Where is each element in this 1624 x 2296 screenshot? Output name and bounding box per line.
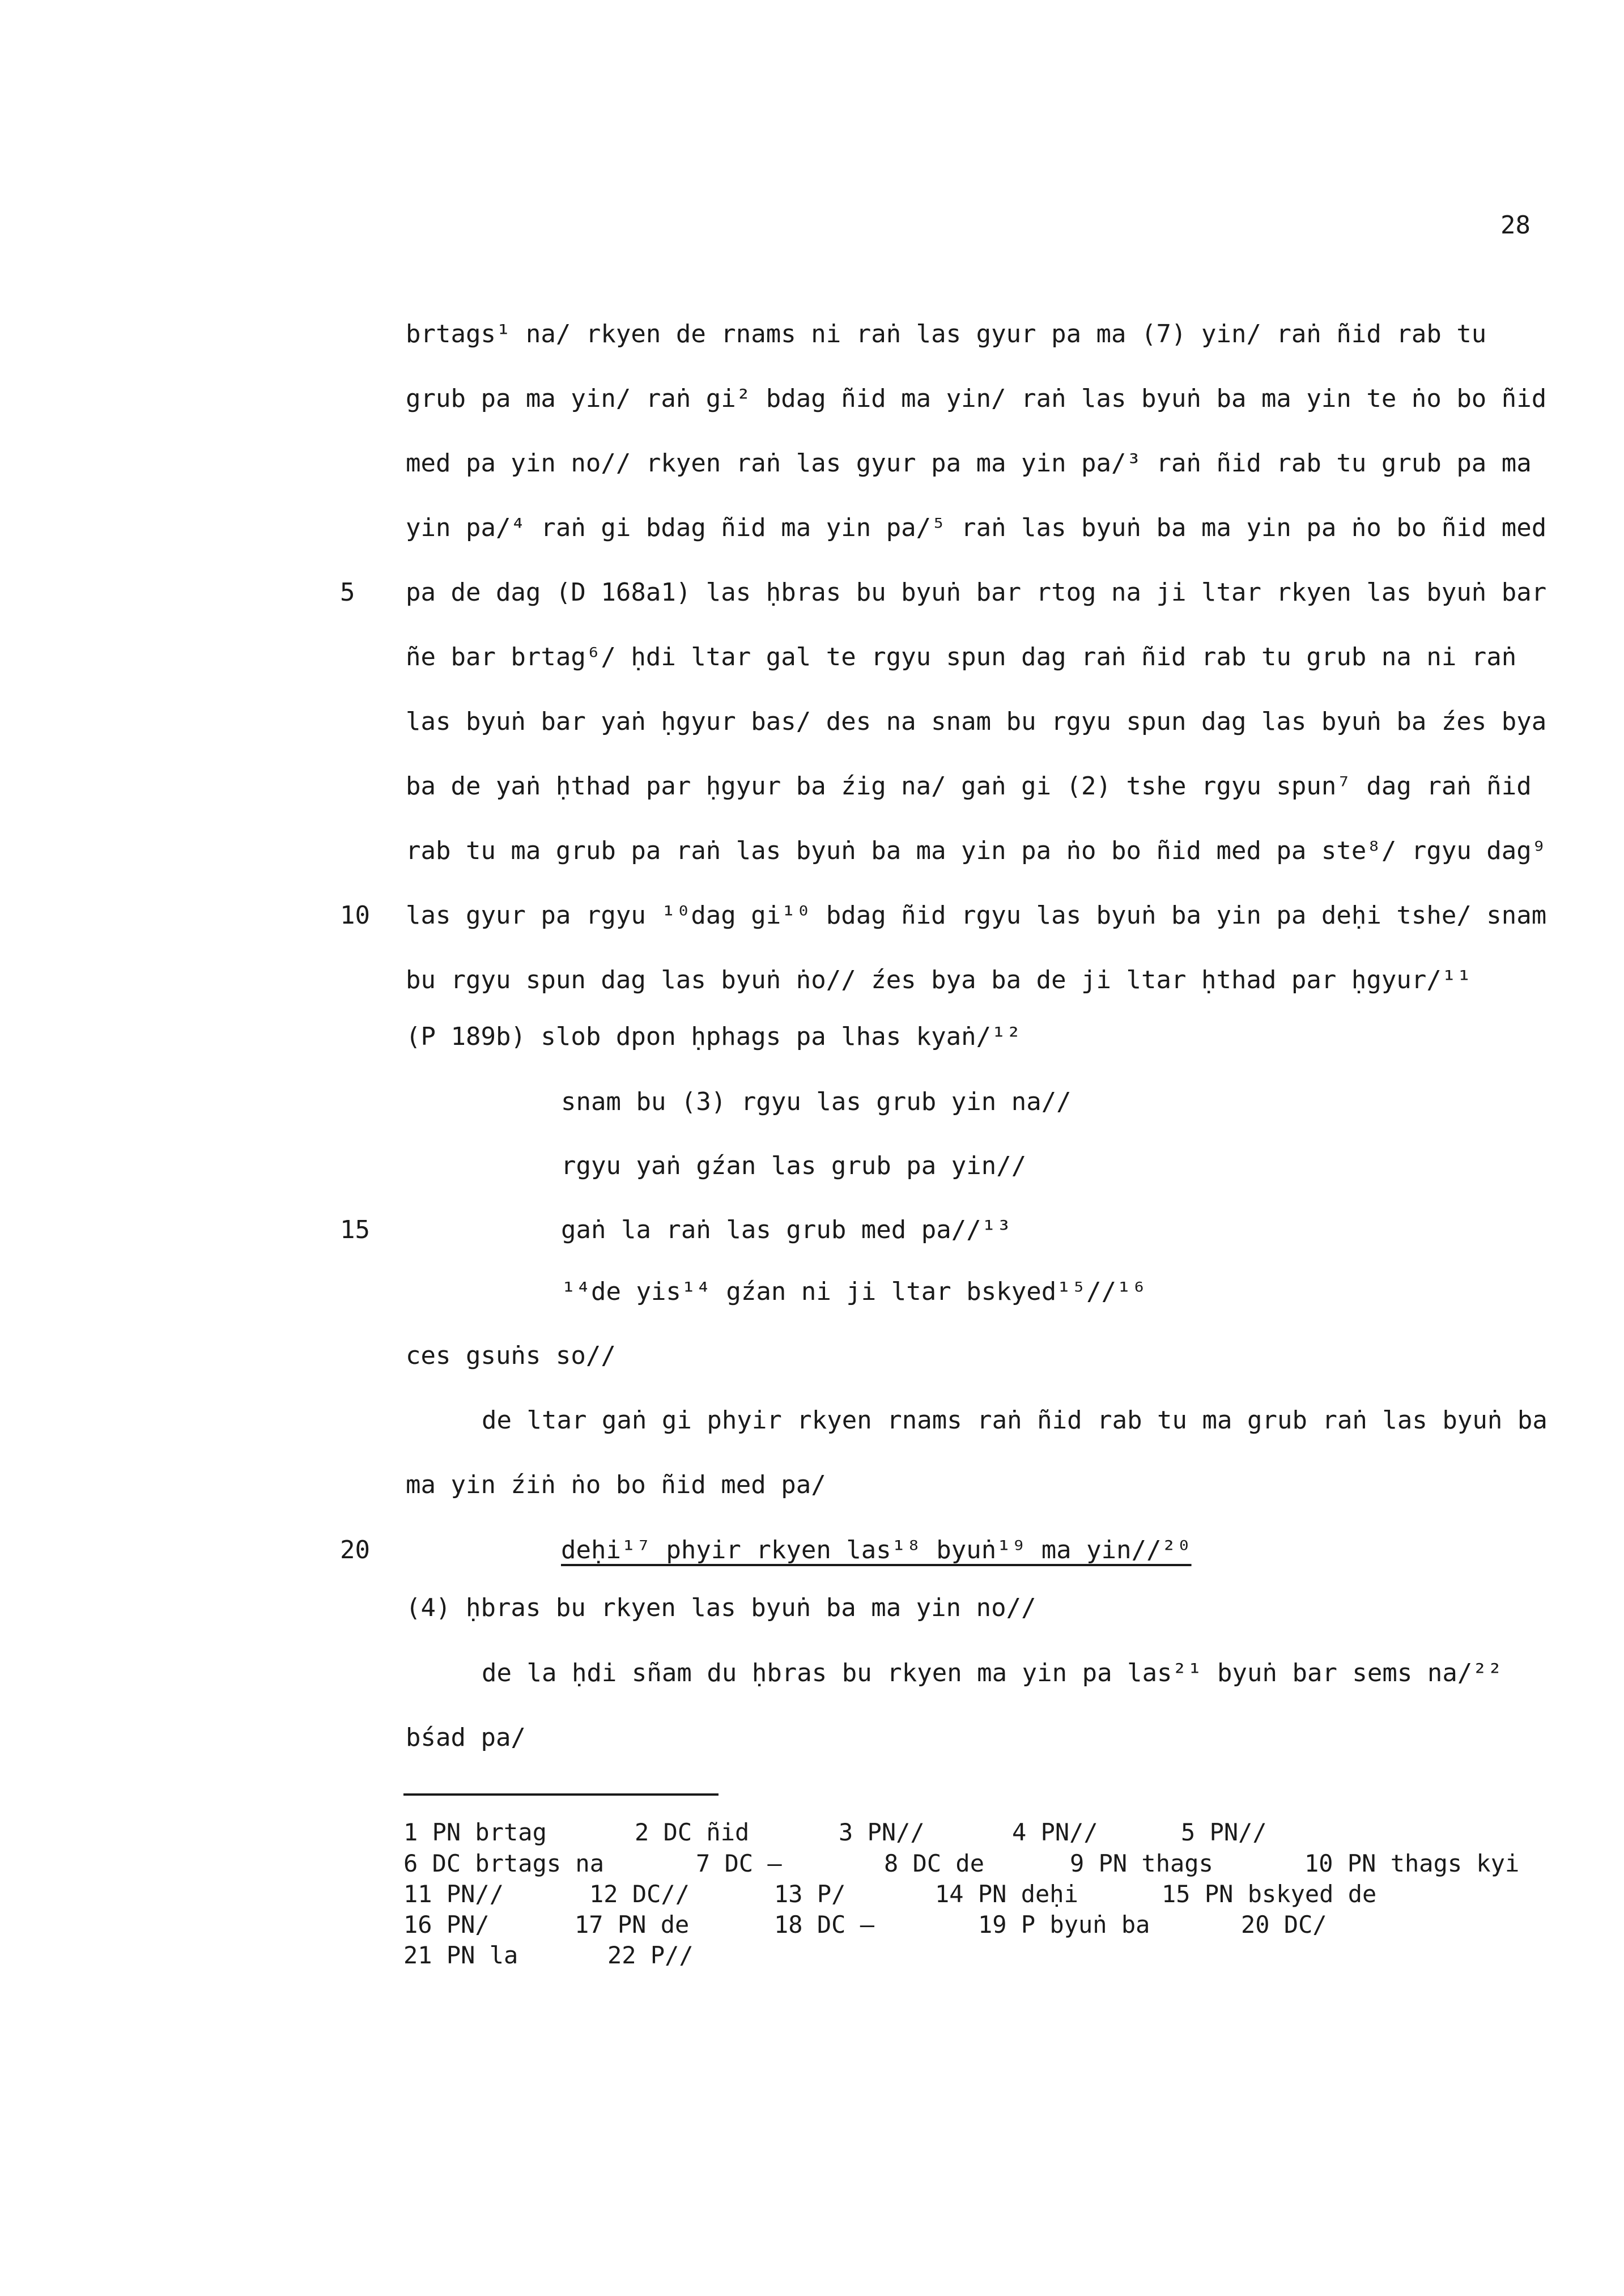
footnote: 4 PN// xyxy=(1012,1818,1098,1846)
text-line: rab tu ma grub pa raṅ las byuṅ ba ma yin pa ṅo bo ñid med pa ste⁸/ rgyu dag⁹ xyxy=(406,836,1547,865)
text-line: ba de yaṅ ḥthad par ḥgyur ba źig na/ gaṅ gi (2) tshe rgyu spun⁷ dag raṅ ñid xyxy=(406,772,1532,801)
footnote: 13 P/ xyxy=(774,1880,846,1908)
footnote: 19 P byuṅ ba xyxy=(978,1911,1150,1938)
footnote: 22 P// xyxy=(607,1941,694,1969)
footnote: 3 PN// xyxy=(839,1818,925,1846)
text-line: grub pa ma yin/ raṅ gi² bdag ñid ma yin/ raṅ las byuṅ ba ma yin te ṅo bo ñid xyxy=(406,384,1547,413)
text-line: pa de dag (D 168a1) las ḥbras bu byuṅ bar rtog na ji ltar rkyen las byuṅ bar xyxy=(406,578,1547,607)
text-line: ma yin źiṅ ṅo bo ñid med pa/ xyxy=(406,1470,826,1499)
verse-line: ¹⁴de yis¹⁴ gźan ni ji ltar bskyed¹⁵//¹⁶ xyxy=(561,1277,1147,1306)
verse-line: gaṅ la raṅ las grub med pa//¹³ xyxy=(561,1215,1011,1244)
footnote: 7 DC — xyxy=(696,1849,782,1877)
line-number: 10 xyxy=(340,901,370,930)
text-line: (4) ḥbras bu rkyen las byuṅ ba ma yin no// xyxy=(406,1593,1036,1622)
text-line: brtags¹ na/ rkyen de rnams ni raṅ las gyur pa ma (7) yin/ raṅ ñid rab tu xyxy=(406,320,1487,348)
footnote: 10 PN thags kyi xyxy=(1304,1849,1520,1877)
text-line: de la ḥdi sñam du ḥbras bu rkyen ma yin pa las²¹ byuṅ bar sems na/²² xyxy=(482,1659,1503,1687)
footnote: 21 PN la xyxy=(403,1941,518,1969)
text-line: de ltar gaṅ gi phyir rkyen rnams raṅ ñid rab tu ma grub raṅ las byuṅ ba xyxy=(482,1406,1548,1435)
page-number: 28 xyxy=(1500,211,1531,240)
footnote: 17 PN de xyxy=(575,1911,690,1938)
line-number: 20 xyxy=(340,1536,370,1564)
text-line: las gyur pa rgyu ¹⁰dag gi¹⁰ bdag ñid rgyu las byuṅ ba yin pa deḥi tshe/ snam xyxy=(406,901,1547,930)
footnote: 16 PN/ xyxy=(403,1911,490,1938)
text-line: med pa yin no// rkyen raṅ las gyur pa ma yin pa/³ raṅ ñid rab tu grub pa ma xyxy=(406,449,1532,478)
footnote: 20 DC/ xyxy=(1241,1911,1327,1938)
text-line: ces gsuṅs so// xyxy=(406,1341,616,1370)
footnote: 2 DC ñid xyxy=(635,1818,750,1846)
line-number: 5 xyxy=(340,578,355,607)
verse-line-underlined: deḥi¹⁷ phyir rkyen las¹⁸ byuṅ¹⁹ ma yin//²⁰ xyxy=(561,1536,1192,1564)
text-line: (P 189b) slob dpon ḥphags pa lhas kyaṅ/¹² xyxy=(406,1022,1022,1051)
footnote: 12 DC// xyxy=(589,1880,690,1908)
footnote: 14 PN deḥi xyxy=(935,1880,1078,1908)
text-line: bśad pa/ xyxy=(406,1723,526,1752)
text-line: bu rgyu spun dag las byuṅ ṅo// źes bya ba de ji ltar ḥthad par ḥgyur/¹¹ xyxy=(406,966,1472,994)
verse-line: rgyu yaṅ gźan las grub pa yin// xyxy=(561,1151,1027,1180)
footnote: 5 PN// xyxy=(1181,1818,1267,1846)
text-line: yin pa/⁴ raṅ gi bdag ñid ma yin pa/⁵ raṅ las byuṅ ba ma yin pa ṅo bo ñid med xyxy=(406,513,1547,542)
footnote: 15 PN bskyed de xyxy=(1162,1880,1377,1908)
text-line: las byuṅ bar yaṅ ḥgyur bas/ des na snam bu rgyu spun dag las byuṅ ba źes bya xyxy=(406,707,1547,736)
footnote: 11 PN// xyxy=(403,1880,504,1908)
verse-line: snam bu (3) rgyu las grub yin na// xyxy=(561,1087,1072,1116)
text-line: ñe bar brtag⁶/ ḥdi ltar gal te rgyu spun dag raṅ ñid rab tu grub na ni raṅ xyxy=(406,643,1517,671)
footnote: 8 DC de xyxy=(884,1849,985,1877)
line-number: 15 xyxy=(340,1215,370,1244)
footnote: 9 PN thags xyxy=(1070,1849,1213,1877)
footnote-rule xyxy=(403,1793,719,1796)
footnote: 18 DC — xyxy=(774,1911,875,1938)
footnote: 6 DC brtags na xyxy=(403,1849,605,1877)
footnote: 1 PN brtag xyxy=(403,1818,547,1846)
